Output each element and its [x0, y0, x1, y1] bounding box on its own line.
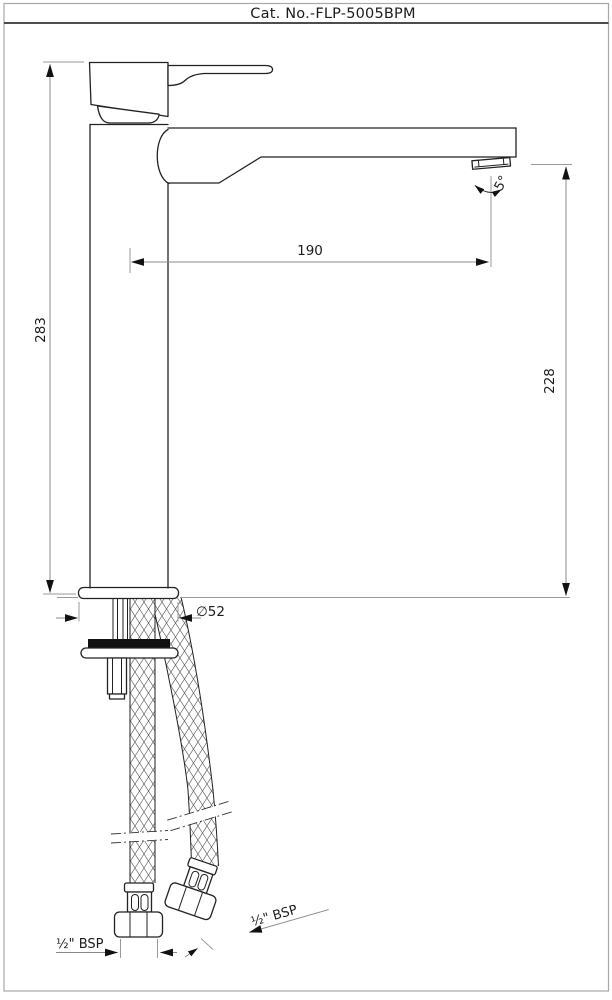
lock-flange: [81, 648, 178, 658]
label-bsp-left: [56, 937, 177, 958]
hose-vertical-braid-lower: [130, 841, 155, 883]
hose-vertical-braid-upper: [130, 597, 155, 832]
dim-height-283: [33, 62, 84, 594]
dim-283-label: 283: [33, 317, 49, 343]
mounting-stud: [108, 658, 127, 699]
bsp-right-label: ½" BSP: [249, 902, 300, 931]
dim-height-228: [57, 165, 572, 598]
rubber-gasket: [88, 639, 170, 648]
crimp-collar: [125, 883, 154, 892]
dim-angle-5: [475, 173, 512, 193]
dim-reach-190: [130, 176, 491, 273]
dim-228-label: 228: [542, 368, 558, 394]
faucet-spout: [157, 128, 516, 184]
base-flange: [79, 588, 179, 599]
shank-lines: [113, 598, 128, 640]
handle-lever: [168, 66, 273, 86]
hose-diagonal: [151, 597, 234, 866]
spout-junction-arc: [157, 130, 169, 184]
title-bar: [4, 6, 609, 23]
fitting-vertical: [115, 883, 163, 937]
hex-nut: [115, 912, 163, 937]
hex-nut: [164, 882, 218, 921]
bsp-left-label: ½" BSP: [56, 937, 104, 952]
faucet-body: [90, 125, 168, 589]
aerator: [472, 158, 511, 170]
catalog-number: Cat. No.-FLP-5005BPM: [250, 6, 416, 22]
dim-dia-label: ∅52: [196, 604, 225, 620]
faucet: [90, 63, 517, 589]
dim-190-label: 190: [297, 243, 323, 259]
sheet-border: [4, 4, 609, 992]
dim-angle-label: 5°: [491, 173, 513, 194]
